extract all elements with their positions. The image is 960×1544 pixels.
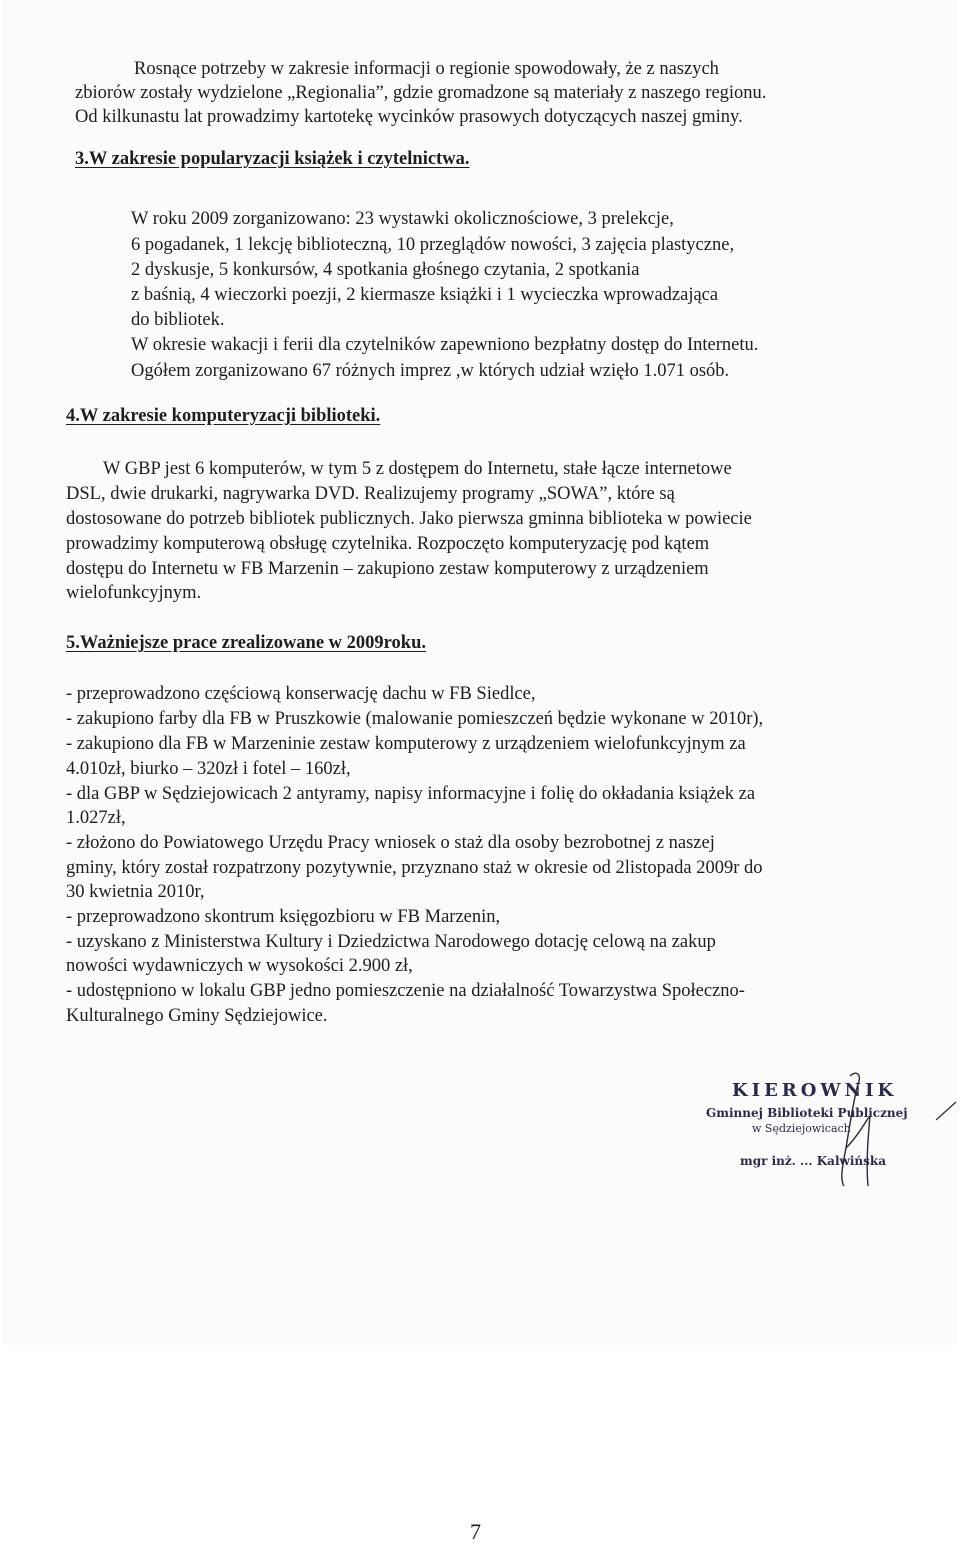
page-number: 7 bbox=[470, 1519, 481, 1544]
stamp-institution: Gminnej Biblioteki Publicznej bbox=[706, 1106, 908, 1120]
section-5-line: - dla GBP w Sędziejowicach 2 antyramy, napisy informacyjne i folię do okładania książek za bbox=[66, 784, 756, 804]
section-3-line: 6 pogadanek, 1 lekcję biblioteczną, 10 przeglądów nowości, 3 zajęcia plastyczne, bbox=[131, 235, 735, 255]
section-5-line: 4.010zł, biurko – 320zł i fotel – 160zł, bbox=[66, 759, 351, 779]
stamp-title: KIEROWNIK bbox=[732, 1080, 898, 1101]
section-5-line: - przeprowadzono skontrum księgozbioru w FB Marzenin, bbox=[66, 907, 501, 927]
section-5-heading: 5.Ważniejsze prace zrealizowane w 2009roku. bbox=[66, 633, 427, 653]
section-3-line: W roku 2009 zorganizowano: 23 wystawki okolicznościowe, 3 prelekcje, bbox=[131, 209, 674, 229]
body-line: zbiorów zostały wydzielone „Regionalia”, gdzie gromadzone są materiały z naszego regionu. bbox=[75, 83, 767, 103]
stamp-location: w Sędziejowicach bbox=[752, 1122, 851, 1135]
section-5-line: 1.027zł, bbox=[66, 808, 126, 828]
section-3-line: Ogółem zorganizowano 67 różnych imprez ,w których udział wzięło 1.071 osób. bbox=[131, 361, 730, 381]
section-3-line: z baśnią, 4 wieczorki poezji, 2 kiermasze książki i 1 wycieczka wprowadzająca bbox=[131, 285, 719, 305]
section-3-line: 2 dyskusje, 5 konkursów, 4 spotkania głośnego czytania, 2 spotkania bbox=[131, 260, 640, 280]
stamp-name: mgr inż. ... Kalwińska bbox=[740, 1154, 886, 1168]
section-4-line: W GBP jest 6 komputerów, w tym 5 z dostępem do Internetu, stałe łącze internetowe bbox=[103, 459, 732, 479]
section-5-line: - zakupiono farby dla FB w Pruszkowie (malowanie pomieszczeń będzie wykonane w 2010r), bbox=[66, 709, 764, 729]
section-5-line: - uzyskano z Ministerstwa Kultury i Dziedzictwa Narodowego dotację celową na zakup bbox=[66, 932, 716, 952]
section-5-line: - złożono do Powiatowego Urzędu Pracy wniosek o staż dla osoby bezrobotnej z naszej bbox=[66, 833, 715, 853]
section-4-line: DSL, dwie drukarki, nagrywarka DVD. Realizujemy programy „SOWA”, które są bbox=[66, 484, 675, 504]
section-5-line: 30 kwietnia 2010r, bbox=[66, 882, 205, 902]
section-5-line: - przeprowadzono częściową konserwację dachu w FB Siedlce, bbox=[66, 684, 536, 704]
section-4-heading: 4.W zakresie komputeryzacji biblioteki. bbox=[66, 406, 381, 426]
signature-icon bbox=[700, 1068, 960, 1198]
section-4-line: dostosowane do potrzeb bibliotek publicznych. Jako pierwsza gminna biblioteka w powiecie bbox=[66, 509, 752, 529]
section-5-line: gminy, który został rozpatrzony pozytywnie, przyznano staż w okresie od 2listopada 2009r do bbox=[66, 858, 763, 878]
section-5-line: Kulturalnego Gminy Sędziejowice. bbox=[66, 1006, 328, 1026]
section-4-line: dostępu do Internetu w FB Marzenin – zakupiono zestaw komputerowy z urządzeniem bbox=[66, 559, 709, 579]
section-5-line: - zakupiono dla FB w Marzeninie zestaw komputerowy z urządzeniem wielofunkcyjnym za bbox=[66, 734, 746, 754]
section-4-line: wielofunkcyjnym. bbox=[66, 583, 202, 603]
section-5-line: nowości wydawniczych w wysokości 2.900 zł, bbox=[66, 956, 413, 976]
section-3-line: do bibliotek. bbox=[131, 310, 225, 330]
official-stamp bbox=[700, 1068, 960, 1198]
body-line: Rosnące potrzeby w zakresie informacji o regionie spowodowały, że z naszych bbox=[134, 59, 719, 79]
section-3-line: W okresie wakacji i ferii dla czytelników zapewniono bezpłatny dostęp do Internetu. bbox=[131, 335, 759, 355]
section-4-line: prowadzimy komputerową obsługę czytelnika. Rozpoczęto komputeryzację pod kątem bbox=[66, 534, 710, 554]
section-3-heading: 3.W zakresie popularyzacji książek i czytelnictwa. bbox=[75, 149, 470, 169]
section-5-line: - udostępniono w lokalu GBP jedno pomieszczenie na działalność Towarzystwa Społeczno- bbox=[66, 981, 745, 1001]
body-line: Od kilkunastu lat prowadzimy kartotekę wycinków prasowych dotyczących naszej gminy. bbox=[75, 107, 743, 127]
